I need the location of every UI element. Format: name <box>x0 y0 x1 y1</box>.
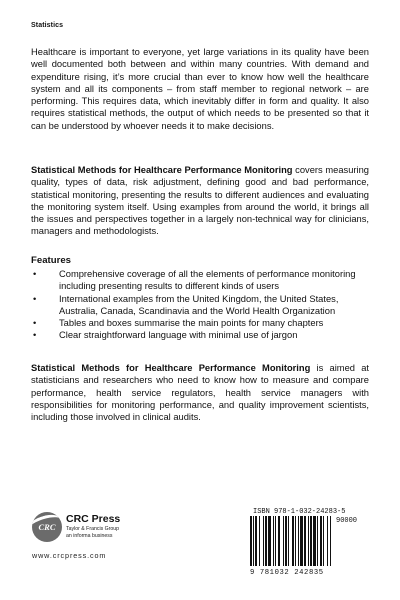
book-title-inline: Statistical Methods for Healthcare Performance Monitoring <box>31 363 311 373</box>
overview-text: covers measuring quality, types of data, risk adjustment, defining good and bad performance, statistical monitoring, presenting the results to different audiences and evaluating the monitoring system itself. Using examples from around the world, it brings all the issues and perspectives together in a largely non-technical way for clinicians, managers and methodologists. <box>31 165 369 237</box>
barcode-bar <box>308 516 309 566</box>
barcode-bar <box>250 516 252 566</box>
barcode-bar <box>323 516 324 566</box>
barcode-bar <box>330 516 331 566</box>
barcode-bar <box>278 516 280 566</box>
barcode-bar <box>273 516 274 566</box>
barcode-bar <box>268 516 271 566</box>
barcode-bar <box>259 516 260 566</box>
barcode-bar <box>292 516 294 566</box>
barcode-bar <box>285 516 287 566</box>
feature-item: • Tables and boxes summarise the main points for many chapters <box>31 317 369 329</box>
audience-text: is aimed at statisticians and researchers who need to know how to measure and compare performance, health service regulators, health service managers with responsibilities for monitoring performance, and quality improvement scientists, including those involved in clinical audits. <box>31 363 370 423</box>
publisher-business: an informa business <box>66 533 113 539</box>
publisher-group: Taylor & Francis Group <box>66 526 120 532</box>
overview-paragraph <box>31 164 369 238</box>
barcode-bar <box>283 516 284 566</box>
barcode-bar <box>295 516 296 566</box>
book-title-inline: Statistical Methods for Healthcare Performance Monitoring <box>31 165 293 175</box>
subject-category: Statistics <box>31 22 64 29</box>
barcode-bar <box>263 516 264 566</box>
barcode-bar <box>304 516 306 566</box>
intro-paragraph: Healthcare is important to everyone, yet large variations in its quality have been well documented both between and within many countries. With demand and expenditure rising, it’s more crucial than ever to know how well the healthcare system and all its components – from staff member to regional network – are performing. This requires data, which inevitably differ in form and quality. It also requires statistical methods, the output of which needs to be presented so that it can be understood by whoever needs it to make decisions. <box>31 47 369 131</box>
isbn-text: ISBN 978-1-032-24283-5 <box>253 508 346 516</box>
feature-item: • Comprehensive coverage of all the elements of performance monitoring including presenting results to different kinds of users <box>31 268 369 293</box>
publisher-url: www.crcpress.com <box>32 551 107 560</box>
barcode-bar <box>275 516 276 566</box>
features-heading: Features <box>31 255 71 266</box>
feature-item: • International examples from the United Kingdom, the United States, Australia, Canada, Scandinavia and the World Health Organization <box>31 293 369 318</box>
barcode-bar <box>327 516 328 566</box>
barcode-bar <box>255 516 257 566</box>
features-list <box>31 268 369 342</box>
barcode-digits: 9 781032 242835 <box>250 569 324 577</box>
barcode-bar <box>313 516 316 566</box>
barcode-bar <box>265 516 267 566</box>
barcode-bar <box>298 516 299 566</box>
barcode-bar <box>310 516 312 566</box>
barcode-bar <box>300 516 303 566</box>
price-code: 90000 <box>336 517 358 525</box>
barcode-bar <box>317 516 318 566</box>
barcode-bar <box>320 516 322 566</box>
logo-mark: CRC <box>38 522 56 532</box>
audience-paragraph <box>31 362 369 423</box>
barcode-bars <box>248 516 334 566</box>
barcode-bar <box>288 516 289 566</box>
crc-press-logo <box>32 512 62 542</box>
barcode-bar <box>253 516 254 566</box>
publisher-name: CRC Press <box>66 513 121 525</box>
feature-item: • Clear straightforward language with minimal use of jargon <box>31 329 369 341</box>
